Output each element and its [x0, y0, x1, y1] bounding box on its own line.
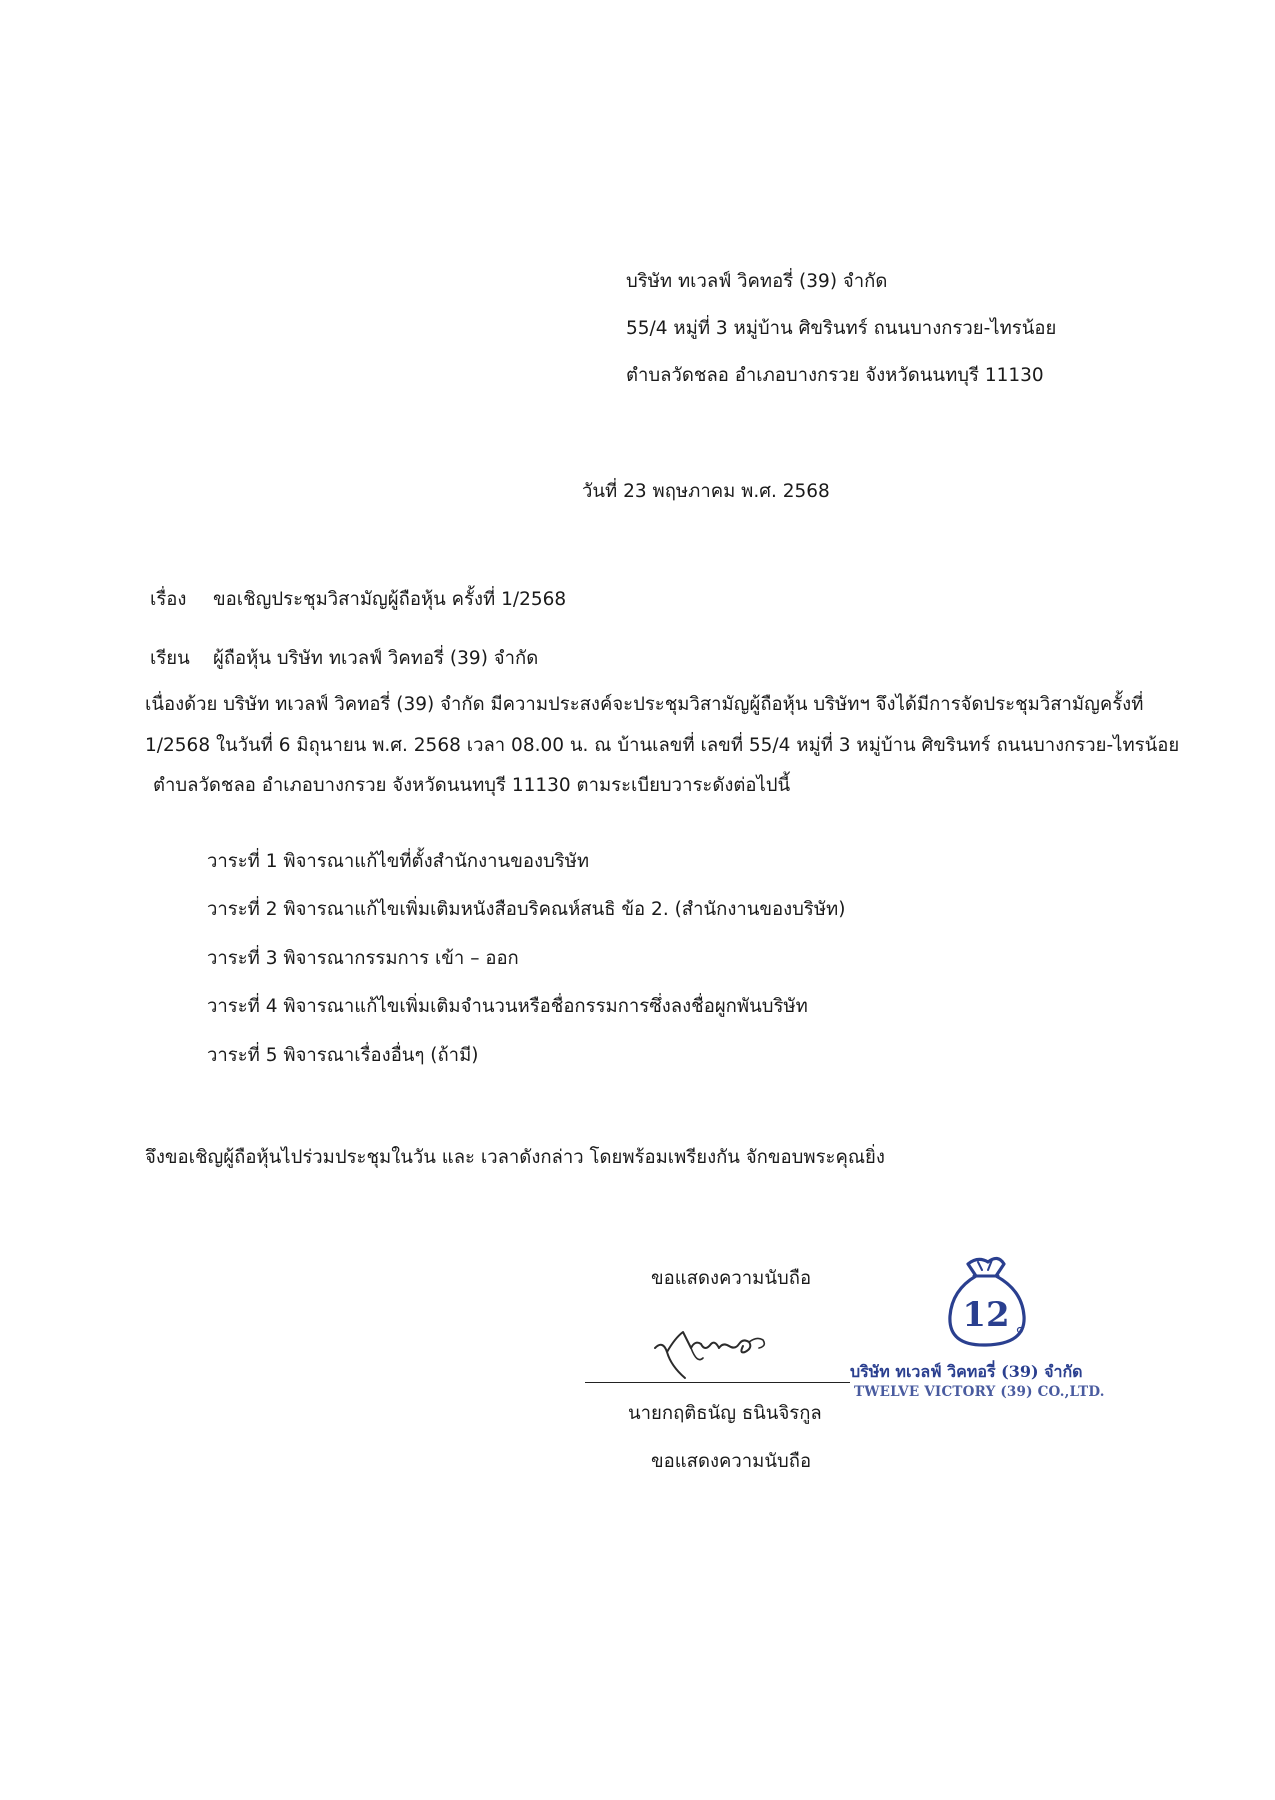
subject-label: เรื่อง: [150, 589, 187, 610]
signer-name: นายกฤติธนัญ ธนินจิรกูล: [628, 1403, 822, 1424]
body-line-1: เนื่องด้วย บริษัท ทเวลฟ์ วิคทอรี่ (39) จำกัด มีความประสงค์จะประชุมวิสามัญผู้ถือหุ้น บริษัทฯ จึงได้มีการจัดประชุมวิสามัญครั้งที่: [145, 694, 1144, 715]
subject-text: ขอเชิญประชุมวิสามัญผู้ถือหุ้น ครั้งที่ 1/2568: [213, 589, 567, 610]
sender-address-line1: 55/4 หมู่ที่ 3 หมู่บ้าน ศิขรินทร์ ถนนบางกรวย-ไทรน้อย: [626, 318, 1057, 339]
stamp-english-name: TWELVE VICTORY (39) CO.,LTD.: [854, 1384, 1105, 1400]
company-stamp: [850, 1250, 1130, 1420]
signoff-text: ขอแสดงความนับถือ: [651, 1268, 812, 1289]
agenda-item-3: วาระที่ 3 พิจารณากรรมการ เข้า – ออก: [207, 948, 519, 969]
body-line-2: 1/2568 ในวันที่ 6 มิถุนายน พ.ศ. 2568 เวลา 08.00 น. ณ บ้านเลขที่ เลขที่ 55/4 หมู่ที่ 3 หมู่บ้าน ศิขรินทร์ ถนนบางกรวย-ไทรน้อย: [145, 735, 1180, 756]
stamp-number: 12: [962, 1295, 1010, 1335]
stamp-thai-name: บริษัท ทเวลฟ์ วิคทอรี่ (39) จำกัด: [850, 1362, 1083, 1381]
agenda-item-5: วาระที่ 5 พิจารณาเรื่องอื่นๆ (ถ้ามี): [207, 1045, 479, 1066]
sender-address-line2: ตำบลวัดชลอ อำเภอบางกรวย จังหวัดนนทบุรี 11130: [626, 365, 1044, 386]
closing-sentence: จึงขอเชิญผู้ถือหุ้นไปร่วมประชุมในวัน และ เวลาดังกล่าว โดยพร้อมเพรียงกัน จักขอบพระคุณยิ่ง: [145, 1147, 885, 1168]
letter-date: วันที่ 23 พฤษภาคม พ.ศ. 2568: [582, 481, 830, 502]
signature-mark: [645, 1318, 785, 1384]
agenda-item-4: วาระที่ 4 พิจารณาแก้ไขเพิ่มเติมจำนวนหรือชื่อกรรมการซึ่งลงชื่อผูกพันบริษัท: [207, 996, 808, 1017]
money-bag-icon: [938, 1250, 1033, 1350]
sender-company: บริษัท ทเวลฟ์ วิคทอรี่ (39) จำกัด: [626, 271, 888, 292]
body-line-3: ตำบลวัดชลอ อำเภอบางกรวย จังหวัดนนทบุรี 11130 ตามระเบียบวาระดังต่อไปนี้: [153, 775, 791, 796]
agenda-item-1: วาระที่ 1 พิจารณาแก้ไขที่ตั้งสำนักงานของบริษัท: [207, 851, 590, 872]
recipient-label: เรียน: [150, 648, 190, 669]
signature-line: [585, 1382, 850, 1383]
signoff-below: ขอแสดงความนับถือ: [651, 1451, 812, 1472]
agenda-item-2: วาระที่ 2 พิจารณาแก้ไขเพิ่มเติมหนังสือบริคณห์สนธิ ข้อ 2. (สำนักงานของบริษัท): [207, 899, 846, 920]
recipient-text: ผู้ถือหุ้น บริษัท ทเวลฟ์ วิคทอรี่ (39) จำกัด: [213, 648, 539, 669]
